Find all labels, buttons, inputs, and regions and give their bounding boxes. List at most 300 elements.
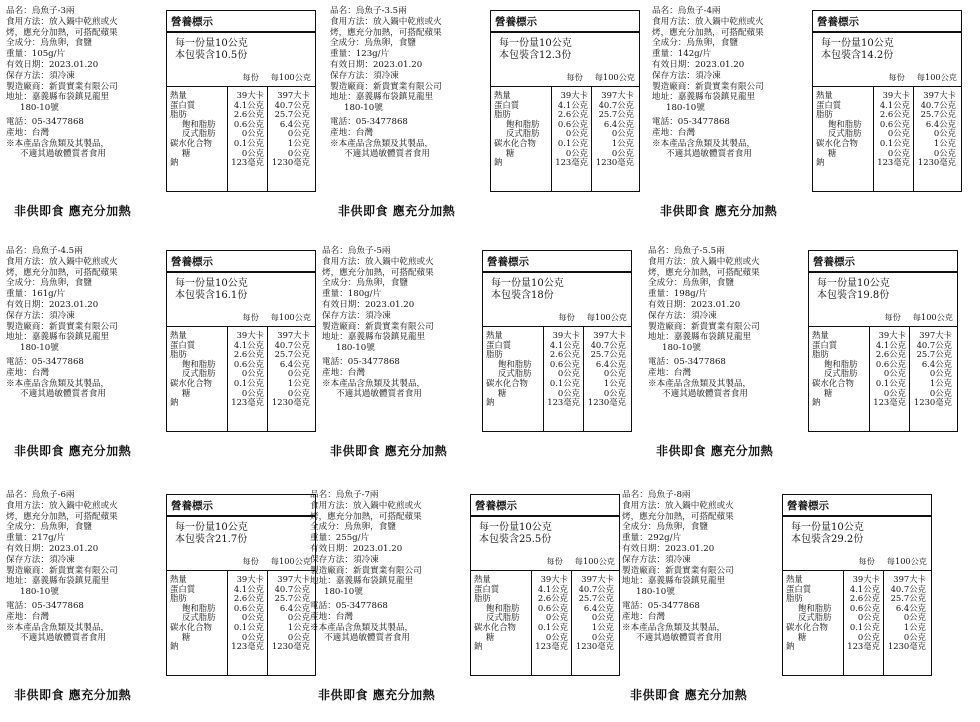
product-info	[322, 246, 487, 400]
nutrient-per-100g: 40.7公克	[590, 339, 626, 350]
expiry-date: 有效日期：2023.01.20	[648, 299, 741, 310]
product-info	[6, 490, 171, 644]
expiry-date: 有效日期：2023.01.20	[652, 59, 745, 70]
nutrient-name: 脂肪	[494, 109, 511, 120]
product-name: 品名：烏魚子-6兩	[6, 490, 75, 500]
nutrient-per-100g: 1230毫克	[271, 397, 310, 408]
heating-warning: 非供即食 應充分加熱	[338, 204, 456, 218]
origin: 產地：台灣	[330, 127, 373, 138]
nutrient-name: 飽和脂肪	[828, 118, 862, 129]
weight: 重量：217g/片	[6, 533, 66, 544]
nutrient-name: 鈉	[494, 157, 503, 168]
nutrient-per-100g: 0公克	[287, 147, 310, 158]
nutrient-name: 鈉	[474, 641, 483, 652]
nutrient-name: 熱量	[474, 574, 491, 584]
column-header	[471, 550, 619, 571]
nutrition-box	[166, 10, 316, 192]
nutrient-per-serving: 0.6公克	[233, 118, 264, 129]
nutrient-per-serving: 0.1公克	[875, 377, 906, 388]
product-name: 品名：烏魚子-8兩	[622, 490, 691, 500]
heating-warning: 非供即食 應充分加熱	[660, 204, 778, 218]
nutrition-title: 營養標示	[171, 500, 213, 512]
nutrient-per-100g: 40.7公克	[274, 583, 310, 594]
nutrient-per-100g: 6.4公克	[603, 118, 634, 129]
nutrient-per-serving: 123毫克	[231, 157, 264, 168]
column-divider	[583, 327, 584, 431]
nutrient-name: 碳水化合物	[170, 621, 212, 632]
allergy-line-2: 不適其過敏體質者食用	[662, 389, 748, 400]
product-label	[652, 6, 972, 238]
nutrient-name: 熱量	[494, 90, 511, 100]
nutrient-per-serving: 0公克	[241, 368, 264, 379]
nutrient-per-serving: 0.6公克	[557, 118, 588, 129]
nutrient-per-100g: 1公克	[903, 621, 926, 632]
nutrient-per-100g: 0公克	[929, 387, 952, 398]
address-line-2: 180-10號	[662, 343, 701, 354]
nutrient-per-serving: 0.1公克	[233, 621, 264, 632]
expiry-date: 有效日期：2023.01.20	[6, 59, 99, 70]
nutrient-name: 熱量	[786, 574, 803, 584]
address-line-1: 地址：嘉義縣布袋鎮見龍里	[648, 332, 752, 343]
column-divider	[267, 327, 268, 431]
serving-size: 每一份量10公克	[791, 522, 864, 533]
nutrient-per-100g: 40.7公克	[274, 99, 310, 110]
address-line-1: 地址：嘉義縣布袋鎮見龍里	[6, 92, 110, 103]
column-header	[783, 550, 931, 571]
nutrient-rows	[483, 327, 631, 408]
heating-warning: 非供即食 應充分加熱	[330, 444, 448, 458]
col-per-100g: 每100公克	[912, 312, 953, 322]
nutrient-per-serving: 0.6公克	[849, 602, 880, 613]
nutrition-title: 營養標示	[813, 256, 855, 268]
serving-size: 每一份量10公克	[821, 38, 894, 49]
nutrient-per-100g: 0公克	[611, 128, 634, 139]
heating-warning: 非供即食 應充分加熱	[14, 204, 132, 218]
allergy-line-1: ※本產品含魚類及其製品，	[622, 622, 726, 633]
allergy-line-1: ※本產品含魚類及其製品，	[310, 622, 414, 633]
nutrient-per-serving: 0公克	[887, 128, 910, 139]
nutrient-name: 碳水化合物	[812, 377, 854, 388]
product-info	[310, 490, 475, 644]
origin: 產地：台灣	[310, 611, 353, 622]
serving-size: 每一份量10公克	[175, 38, 248, 49]
nutrient-per-serving: 0.1公克	[537, 621, 568, 632]
nutrient-per-serving: 0.6公克	[233, 358, 264, 369]
storage: 保存方法：須冷凍	[6, 554, 75, 565]
nutrient-row	[816, 158, 958, 168]
nutrient-per-100g: 25.7公克	[590, 349, 626, 360]
nutrient-per-serving: 39大卡	[852, 574, 880, 584]
allergy-line-2: 不適其過敏體質者食用	[20, 389, 106, 400]
nutrient-per-100g: 0公克	[287, 128, 310, 139]
nutrient-name: 熱量	[170, 574, 187, 584]
storage: 保存方法：須冷凍	[6, 310, 75, 321]
ingredients: 全成分：烏魚卵，食鹽	[622, 522, 708, 533]
col-per-serving: 每份	[242, 72, 259, 82]
nutrient-per-100g: 397大卡	[919, 330, 952, 340]
col-per-serving: 每份	[884, 312, 901, 322]
serving-info	[471, 517, 619, 550]
serving-info	[167, 33, 315, 66]
nutrient-per-100g: 0公克	[287, 368, 310, 379]
usage-line-1: 食用方法：放入鍋中乾煎或火	[648, 256, 760, 267]
nutrient-name: 糖	[798, 631, 807, 642]
column-divider	[883, 571, 884, 675]
servings-per-pack: 本包裝含29.2份	[791, 534, 864, 545]
nutrient-per-100g: 25.7公克	[274, 109, 310, 120]
origin: 產地：台灣	[6, 367, 49, 378]
allergy-line-1: ※本產品含魚類及其製品，	[652, 138, 756, 149]
column-divider	[591, 87, 592, 191]
nutrient-name: 糖	[506, 147, 515, 158]
nutrient-per-100g: 1230毫克	[587, 397, 626, 408]
nutrient-per-100g: 0公克	[287, 612, 310, 623]
nutrient-per-serving: 4.1公克	[875, 339, 906, 350]
nutrient-name: 碳水化合物	[486, 377, 528, 388]
nutrient-per-100g: 397大卡	[277, 90, 310, 100]
nutrition-box	[166, 250, 316, 432]
nutrient-per-100g: 0公克	[591, 631, 614, 642]
column-header	[167, 306, 315, 327]
nutrient-per-100g: 0公克	[591, 612, 614, 623]
column-divider	[531, 571, 532, 675]
nutrient-per-serving: 0公克	[557, 368, 580, 379]
storage: 保存方法：須冷凍	[310, 554, 379, 565]
nutrient-name: 脂肪	[812, 349, 829, 360]
nutrient-per-serving: 123毫克	[877, 157, 910, 168]
serving-info	[813, 33, 961, 66]
address-line-1: 地址：嘉義縣布袋鎮見龍里	[622, 576, 726, 587]
weight: 重量：292g/片	[622, 533, 682, 544]
nutrient-per-100g: 1公克	[611, 137, 634, 148]
nutrient-name: 蛋白質	[170, 99, 196, 110]
nutrient-row	[170, 398, 312, 408]
nutrient-per-serving: 0公克	[565, 128, 588, 139]
product-label	[648, 246, 968, 478]
nutrient-name: 蛋白質	[486, 339, 512, 350]
nutrient-per-100g: 1230毫克	[917, 157, 956, 168]
nutrient-per-100g: 0公克	[903, 612, 926, 623]
column-header	[813, 66, 961, 87]
expiry-date: 有效日期：2023.01.20	[6, 543, 99, 554]
nutrient-per-100g: 397大卡	[277, 330, 310, 340]
nutrient-per-serving: 0.1公克	[233, 377, 264, 388]
origin: 產地：台灣	[6, 611, 49, 622]
nutrient-per-100g: 0公克	[603, 368, 626, 379]
nutrition-title: 營養標示	[171, 16, 213, 28]
storage: 保存方法：須冷凍	[648, 310, 717, 321]
nutrient-name: 脂肪	[170, 349, 187, 360]
maker: 製造廠商：新貴實業有限公司	[310, 565, 422, 576]
allergy-line-1: ※本產品含魚類及其製品，	[6, 378, 110, 389]
nutrient-per-100g: 6.4公克	[925, 118, 956, 129]
usage-line-1: 食用方法：放入鍋中乾煎或火	[6, 256, 118, 267]
nutrient-name: 碳水化合物	[474, 621, 516, 632]
weight: 重量：198g/片	[648, 289, 708, 300]
nutrient-per-serving: 123毫克	[231, 397, 264, 408]
col-per-100g: 每100公克	[270, 556, 311, 566]
nutrient-name: 熱量	[486, 330, 503, 340]
nutrient-per-serving: 39大卡	[878, 330, 906, 340]
expiry-date: 有效日期：2023.01.20	[6, 299, 99, 310]
column-divider	[543, 327, 544, 431]
column-header	[167, 66, 315, 87]
address-line-2: 180-10號	[324, 587, 363, 598]
nutrient-per-serving: 0.6公克	[875, 358, 906, 369]
usage-line-1: 食用方法：放入鍋中乾煎或火	[322, 256, 434, 267]
nutrition-title: 營養標示	[495, 16, 537, 28]
nutrient-per-serving: 0公克	[545, 612, 568, 623]
nutrient-per-100g: 6.4公克	[921, 358, 952, 369]
nutrient-name: 飽和脂肪	[182, 602, 216, 613]
usage-line-1: 食用方法：放入鍋中乾煎或火	[652, 16, 764, 27]
nutrient-name: 脂肪	[170, 593, 187, 604]
maker: 製造廠商：新貴實業有限公司	[6, 565, 118, 576]
nutrient-name: 糖	[824, 387, 833, 398]
col-per-serving: 每份	[242, 312, 259, 322]
col-per-100g: 每100公克	[586, 312, 627, 322]
maker: 製造廠商：新貴實業有限公司	[652, 81, 764, 92]
nutrient-name: 鈉	[170, 397, 179, 408]
heating-warning: 非供即食 應充分加熱	[14, 688, 132, 702]
nutrient-name: 蛋白質	[812, 339, 838, 350]
allergy-line-2: 不適其過敏體質者食用	[636, 633, 722, 644]
nutrient-name: 飽和脂肪	[182, 118, 216, 129]
phone: 電話：05-3477868	[6, 600, 84, 611]
column-divider	[551, 87, 552, 191]
product-name: 品名：烏魚子-4.5兩	[6, 246, 83, 256]
nutrient-per-100g: 1公克	[287, 377, 310, 388]
nutrient-rows	[471, 571, 619, 652]
phone: 電話：05-3477868	[622, 600, 700, 611]
weight: 重量：161g/片	[6, 289, 66, 300]
nutrition-title: 營養標示	[817, 16, 859, 28]
nutrient-row	[170, 642, 312, 652]
nutrient-per-serving: 39大卡	[236, 330, 264, 340]
nutrient-per-serving: 0公克	[565, 147, 588, 158]
nutrient-name: 糖	[498, 387, 507, 398]
storage: 保存方法：須冷凍	[622, 554, 691, 565]
maker: 製造廠商：新貴實業有限公司	[6, 321, 118, 332]
phone: 電話：05-3477868	[652, 116, 730, 127]
servings-per-pack: 本包裝含12.3份	[499, 50, 572, 61]
nutrient-per-100g: 1230毫克	[575, 641, 614, 652]
nutrient-per-100g: 1公克	[287, 137, 310, 148]
nutrient-per-serving: 123毫克	[555, 157, 588, 168]
allergy-line-2: 不適其過敏體質者食用	[666, 149, 752, 160]
ingredients: 全成分：烏魚卵，食鹽	[648, 278, 734, 289]
expiry-date: 有效日期：2023.01.20	[310, 543, 403, 554]
nutrition-box	[490, 10, 640, 192]
nutrient-per-100g: 0公克	[933, 128, 956, 139]
nutrient-per-serving: 39大卡	[560, 90, 588, 100]
product-label	[330, 6, 650, 238]
expiry-date: 有效日期：2023.01.20	[622, 543, 715, 554]
maker: 製造廠商：新貴實業有限公司	[6, 81, 118, 92]
nutrient-name: 熱量	[816, 90, 833, 100]
nutrient-per-100g: 40.7公克	[274, 339, 310, 350]
nutrient-per-serving: 39大卡	[552, 330, 580, 340]
nutrient-name: 脂肪	[786, 593, 803, 604]
address-line-2: 180-10號	[636, 587, 675, 598]
nutrient-name: 鈉	[786, 641, 795, 652]
column-divider	[571, 571, 572, 675]
product-label	[6, 490, 326, 722]
weight: 重量：142g/片	[652, 49, 712, 60]
address-line-2: 180-10號	[20, 103, 59, 114]
nutrient-per-100g: 6.4公克	[279, 118, 310, 129]
nutrient-per-100g: 1230毫克	[271, 157, 310, 168]
col-per-serving: 每份	[888, 72, 905, 82]
nutrient-per-serving: 2.6公克	[557, 109, 588, 120]
nutrient-per-serving: 0公克	[241, 612, 264, 623]
nutrient-per-100g: 40.7公克	[920, 99, 956, 110]
nutrient-per-serving: 2.6公克	[875, 349, 906, 360]
product-name: 品名：烏魚子-5兩	[322, 246, 391, 256]
column-divider	[267, 571, 268, 675]
nutrient-per-serving: 4.1公克	[233, 339, 264, 350]
nutrient-name: 飽和脂肪	[506, 118, 540, 129]
col-per-100g: 每100公克	[270, 72, 311, 82]
usage-line-2: 烤，應充分加熱，可搭配蘋果	[330, 27, 442, 38]
product-info	[648, 246, 813, 400]
nutrient-per-serving: 0.6公克	[233, 602, 264, 613]
serving-size: 每一份量10公克	[479, 522, 552, 533]
nutrient-per-100g: 0公克	[611, 147, 634, 158]
column-divider	[843, 571, 844, 675]
nutrient-per-100g: 1公克	[287, 621, 310, 632]
servings-per-pack: 本包裝含10.5份	[175, 50, 248, 61]
nutrient-per-serving: 0公克	[241, 128, 264, 139]
usage-line-2: 烤，應充分加熱，可搭配蘋果	[622, 511, 734, 522]
nutrient-per-serving: 0公克	[241, 387, 264, 398]
address-line-2: 180-10號	[20, 587, 59, 598]
address-line-2: 180-10號	[336, 343, 375, 354]
nutrient-per-serving: 4.1公克	[557, 99, 588, 110]
servings-per-pack: 本包裝含19.8份	[817, 290, 890, 301]
nutrient-per-serving: 2.6公克	[537, 593, 568, 604]
storage: 保存方法：須冷凍	[330, 70, 399, 81]
nutrient-name: 反式脂肪	[828, 128, 862, 139]
nutrient-name: 脂肪	[816, 109, 833, 120]
nutrient-per-100g: 0公克	[287, 631, 310, 642]
product-label	[6, 246, 326, 478]
origin: 產地：台灣	[652, 127, 695, 138]
nutrient-per-serving: 0公克	[557, 387, 580, 398]
nutrient-name: 飽和脂肪	[486, 602, 520, 613]
nutrient-name: 熱量	[170, 330, 187, 340]
allergy-line-2: 不適其過敏體質者食用	[20, 633, 106, 644]
col-per-100g: 每100公克	[916, 72, 957, 82]
nutrient-per-100g: 0公克	[603, 387, 626, 398]
col-per-serving: 每份	[558, 312, 575, 322]
allergy-line-1: ※本產品含魚類及其製品，	[322, 378, 426, 389]
nutrient-per-serving: 4.1公克	[849, 583, 880, 594]
nutrient-name: 熱量	[170, 90, 187, 100]
heating-warning: 非供即食 應充分加熱	[630, 688, 748, 702]
nutrient-rows	[167, 571, 315, 652]
product-info	[622, 490, 787, 644]
nutrient-per-serving: 123毫克	[231, 641, 264, 652]
origin: 產地：台灣	[322, 367, 365, 378]
phone: 電話：05-3477868	[322, 356, 400, 367]
nutrient-per-100g: 25.7公克	[578, 593, 614, 604]
usage-line-2: 烤，應充分加熱，可搭配蘋果	[322, 267, 434, 278]
serving-info	[167, 517, 315, 550]
heating-warning: 非供即食 應充分加熱	[318, 688, 436, 702]
nutrient-rows	[783, 571, 931, 652]
nutrient-name: 飽和脂肪	[182, 358, 216, 369]
usage-line-1: 食用方法：放入鍋中乾煎或火	[6, 500, 118, 511]
nutrient-per-serving: 39大卡	[882, 90, 910, 100]
nutrition-box	[166, 494, 316, 676]
nutrient-per-serving: 0.6公克	[549, 358, 580, 369]
nutrient-name: 糖	[828, 147, 837, 158]
nutrient-per-serving: 0.6公克	[537, 602, 568, 613]
column-divider	[227, 571, 228, 675]
nutrient-per-100g: 0公克	[903, 631, 926, 642]
nutrient-per-serving: 2.6公克	[549, 349, 580, 360]
nutrient-per-serving: 4.1公克	[537, 583, 568, 594]
weight: 重量：255g/片	[310, 533, 370, 544]
nutrient-name: 蛋白質	[494, 99, 520, 110]
nutrient-per-100g: 25.7公克	[274, 593, 310, 604]
nutrient-per-serving: 2.6公克	[233, 109, 264, 120]
serving-info	[483, 273, 631, 306]
nutrient-name: 碳水化合物	[170, 377, 212, 388]
usage-line-2: 烤，應充分加熱，可搭配蘋果	[6, 267, 118, 278]
origin: 產地：台灣	[622, 611, 665, 622]
nutrient-per-100g: 397大卡	[277, 574, 310, 584]
nutrient-name: 反式脂肪	[824, 368, 858, 379]
ingredients: 全成分：烏魚卵，食鹽	[310, 522, 396, 533]
nutrient-per-100g: 6.4公克	[583, 602, 614, 613]
allergy-line-2: 不適其過敏體質者食用	[324, 633, 410, 644]
nutrient-name: 糖	[182, 147, 191, 158]
nutrient-per-serving: 4.1公克	[233, 583, 264, 594]
serving-info	[491, 33, 639, 66]
column-divider	[227, 87, 228, 191]
nutrient-per-serving: 0.1公克	[549, 377, 580, 388]
usage-line-2: 烤，應充分加熱，可搭配蘋果	[652, 27, 764, 38]
allergy-line-2: 不適其過敏體質者食用	[336, 389, 422, 400]
nutrient-per-serving: 2.6公克	[233, 349, 264, 360]
nutrient-per-100g: 40.7公克	[890, 583, 926, 594]
product-info	[6, 246, 171, 400]
nutrient-name: 蛋白質	[170, 339, 196, 350]
nutrient-name: 熱量	[812, 330, 829, 340]
allergy-line-1: ※本產品含魚類及其製品，	[648, 378, 752, 389]
nutrient-name: 蛋白質	[786, 583, 812, 594]
nutrition-box	[782, 494, 932, 676]
nutrient-per-serving: 39大卡	[236, 90, 264, 100]
servings-per-pack: 本包裝含14.2份	[821, 50, 894, 61]
nutrient-name: 糖	[182, 631, 191, 642]
address-line-2: 180-10號	[20, 343, 59, 354]
product-label	[622, 490, 942, 722]
nutrient-name: 反式脂肪	[498, 368, 532, 379]
nutrition-title: 營養標示	[171, 256, 213, 268]
nutrient-per-100g: 1230毫克	[913, 397, 952, 408]
nutrition-box	[808, 250, 958, 432]
usage-line-1: 食用方法：放入鍋中乾煎或火	[310, 500, 422, 511]
serving-size: 每一份量10公克	[175, 522, 248, 533]
nutrient-name: 鈉	[486, 397, 495, 408]
ingredients: 全成分：烏魚卵，食鹽	[6, 278, 92, 289]
nutrient-rows	[167, 87, 315, 168]
nutrient-row	[812, 398, 954, 408]
col-per-100g: 每100公克	[886, 556, 927, 566]
